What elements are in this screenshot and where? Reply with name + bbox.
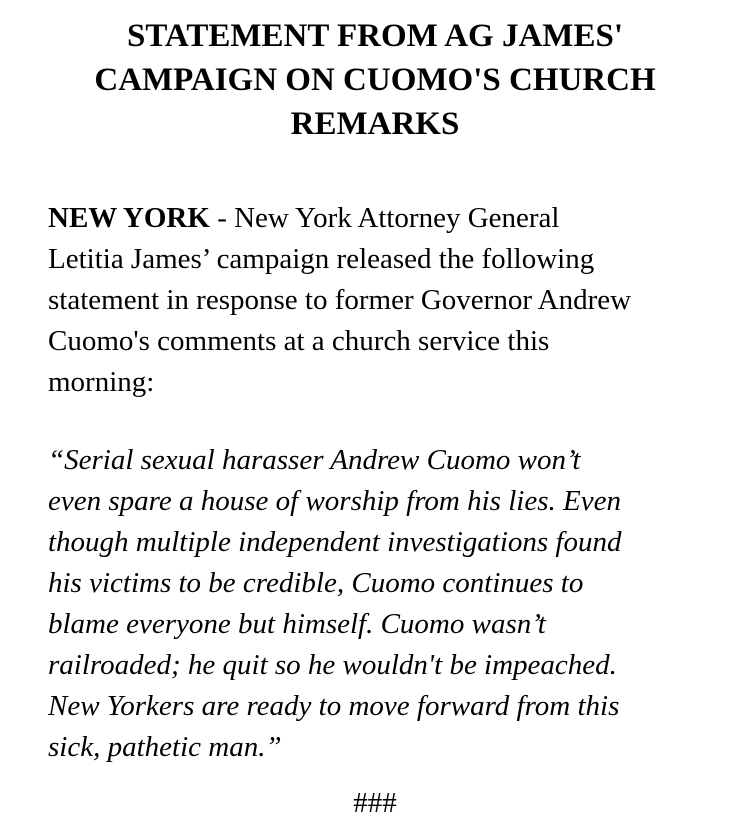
intro-paragraph xyxy=(48,198,738,403)
quote-line: railroaded; he quit so he wouldn't be impeached. xyxy=(48,649,617,681)
page-title xyxy=(30,14,720,146)
quote-line: “Serial sexual harasser Andrew Cuomo won’t xyxy=(48,444,581,476)
quote-line: even spare a house of worship from his lies. Even xyxy=(48,485,621,517)
quote-line: New Yorkers are ready to move forward from this xyxy=(48,690,620,722)
intro-line: Cuomo's comments at a church service this xyxy=(48,325,550,357)
quote-line: sick, pathetic man.” xyxy=(48,731,282,763)
quote-line: blame everyone but himself. Cuomo wasn’t xyxy=(48,608,546,640)
intro-line: Letitia James’ campaign released the following xyxy=(48,243,595,275)
quote-line: though multiple independent investigations found xyxy=(48,526,622,558)
quote-paragraph xyxy=(48,440,738,768)
intro-line: statement in response to former Governor Andrew xyxy=(48,284,632,316)
dateline: NEW YORK xyxy=(48,202,210,234)
end-mark: ### xyxy=(353,787,397,819)
intro-line: morning: xyxy=(48,366,155,398)
title-line: REMARKS xyxy=(290,106,460,142)
title-line: STATEMENT FROM AG JAMES' xyxy=(127,18,623,54)
quote-line: his victims to be credible, Cuomo continues to xyxy=(48,567,584,599)
intro-line xyxy=(48,198,738,239)
title-line: CAMPAIGN ON CUOMO'S CHURCH xyxy=(94,62,656,98)
intro-line-rest: - New York Attorney General xyxy=(209,202,560,234)
